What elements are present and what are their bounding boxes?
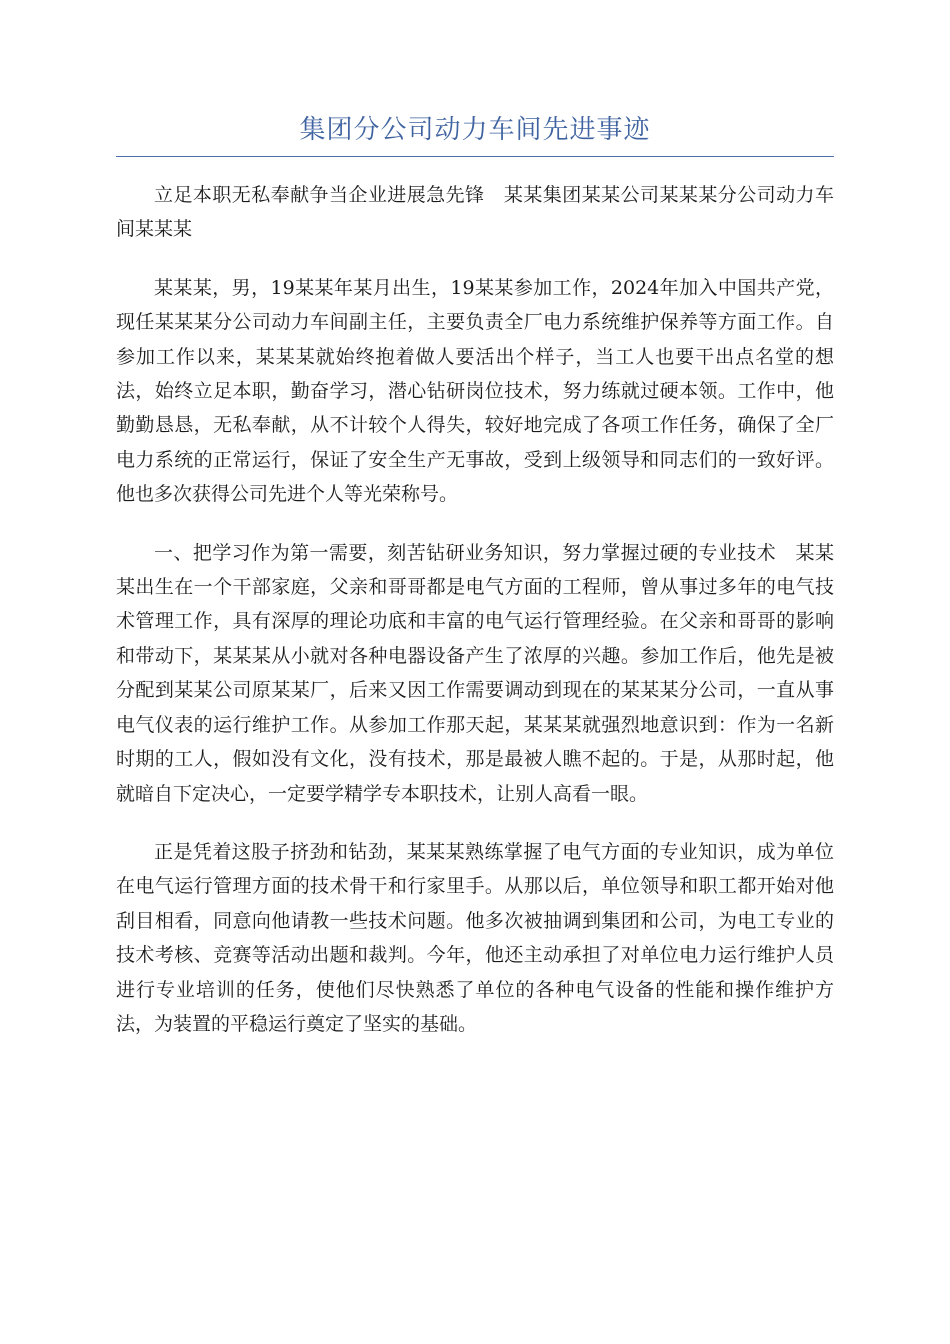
paragraph-section-one: 一、把学习作为第一需要，刻苦钻研业务知识，努力掌握过硬的专业技术 某某某出生在一个干部家庭，父亲和哥哥都是电气方面的工程师，曾从事过多年的电气技术管理工作，具有深厚的理论功底和丰富的电气运行管理经验。在父亲和哥哥的影响和带动下，某某某从小就对各种电器设备产生了浓厚的兴趣。参加工作后，他先是被分配到某某公司原某某厂，后来又因工作需要调动到现在的某某某分公司，一直从事电气仪表的运行维护工作。从参加工作那天起，某某某就强烈地意识到：作为一名新时期的工人，假如没有文化，没有技术，那是最被人瞧不起的。于是，从那时起，他就暗自下定决心，一定要学精学专本职技术，让别人高看一眼。 [116, 541, 834, 805]
paragraph-achievements: 正是凭着这股子挤劲和钻劲，某某某熟练掌握了电气方面的专业知识，成为单位在电气运行管理方面的技术骨干和行家里手。从那以后，单位领导和职工都开始对他刮目相看，同意向他请教一些技术问题。他多次被抽调到集团和公司，为电工专业的技术考核、竞赛等活动出题和裁判。今年，他还主动承担了对单位电力运行维护人员进行专业培训的任务，使他们尽快熟悉了单位的各种电气设备的性能和操作维护方法，为装置的平稳运行奠定了坚实的基础。 [116, 840, 834, 1035]
paragraph-profile: 某某某，男，19某某年某月出生，19某某参加工作，2024年加入中国共产党，现任某某某分公司动力车间副主任，主要负责全厂电力系统维护保养等方面工作。自参加工作以来，某某某就始终抱着做人要活出个样子，当工人也要干出点名堂的想法，始终立足本职，勤奋学习，潜心钻研岗位技术，努力练就过硬本领。工作中，他勤勤恳恳，无私奉献，从不计较个人得失，较好地完成了各项工作任务，确保了全厂电力系统的正常运行，保证了安全生产无事故，受到上级领导和同志们的一致好评。他也多次获得公司先进个人等光荣称号。 [116, 276, 834, 506]
title-block [116, 110, 834, 157]
paragraph-intro: 立足本职无私奉献争当企业进展急先锋 某某集团某某公司某某某分公司动力车间某某某 [116, 184, 834, 241]
document-body [116, 178, 834, 1065]
document-title: 集团分公司动力车间先进事迹 [299, 115, 651, 145]
